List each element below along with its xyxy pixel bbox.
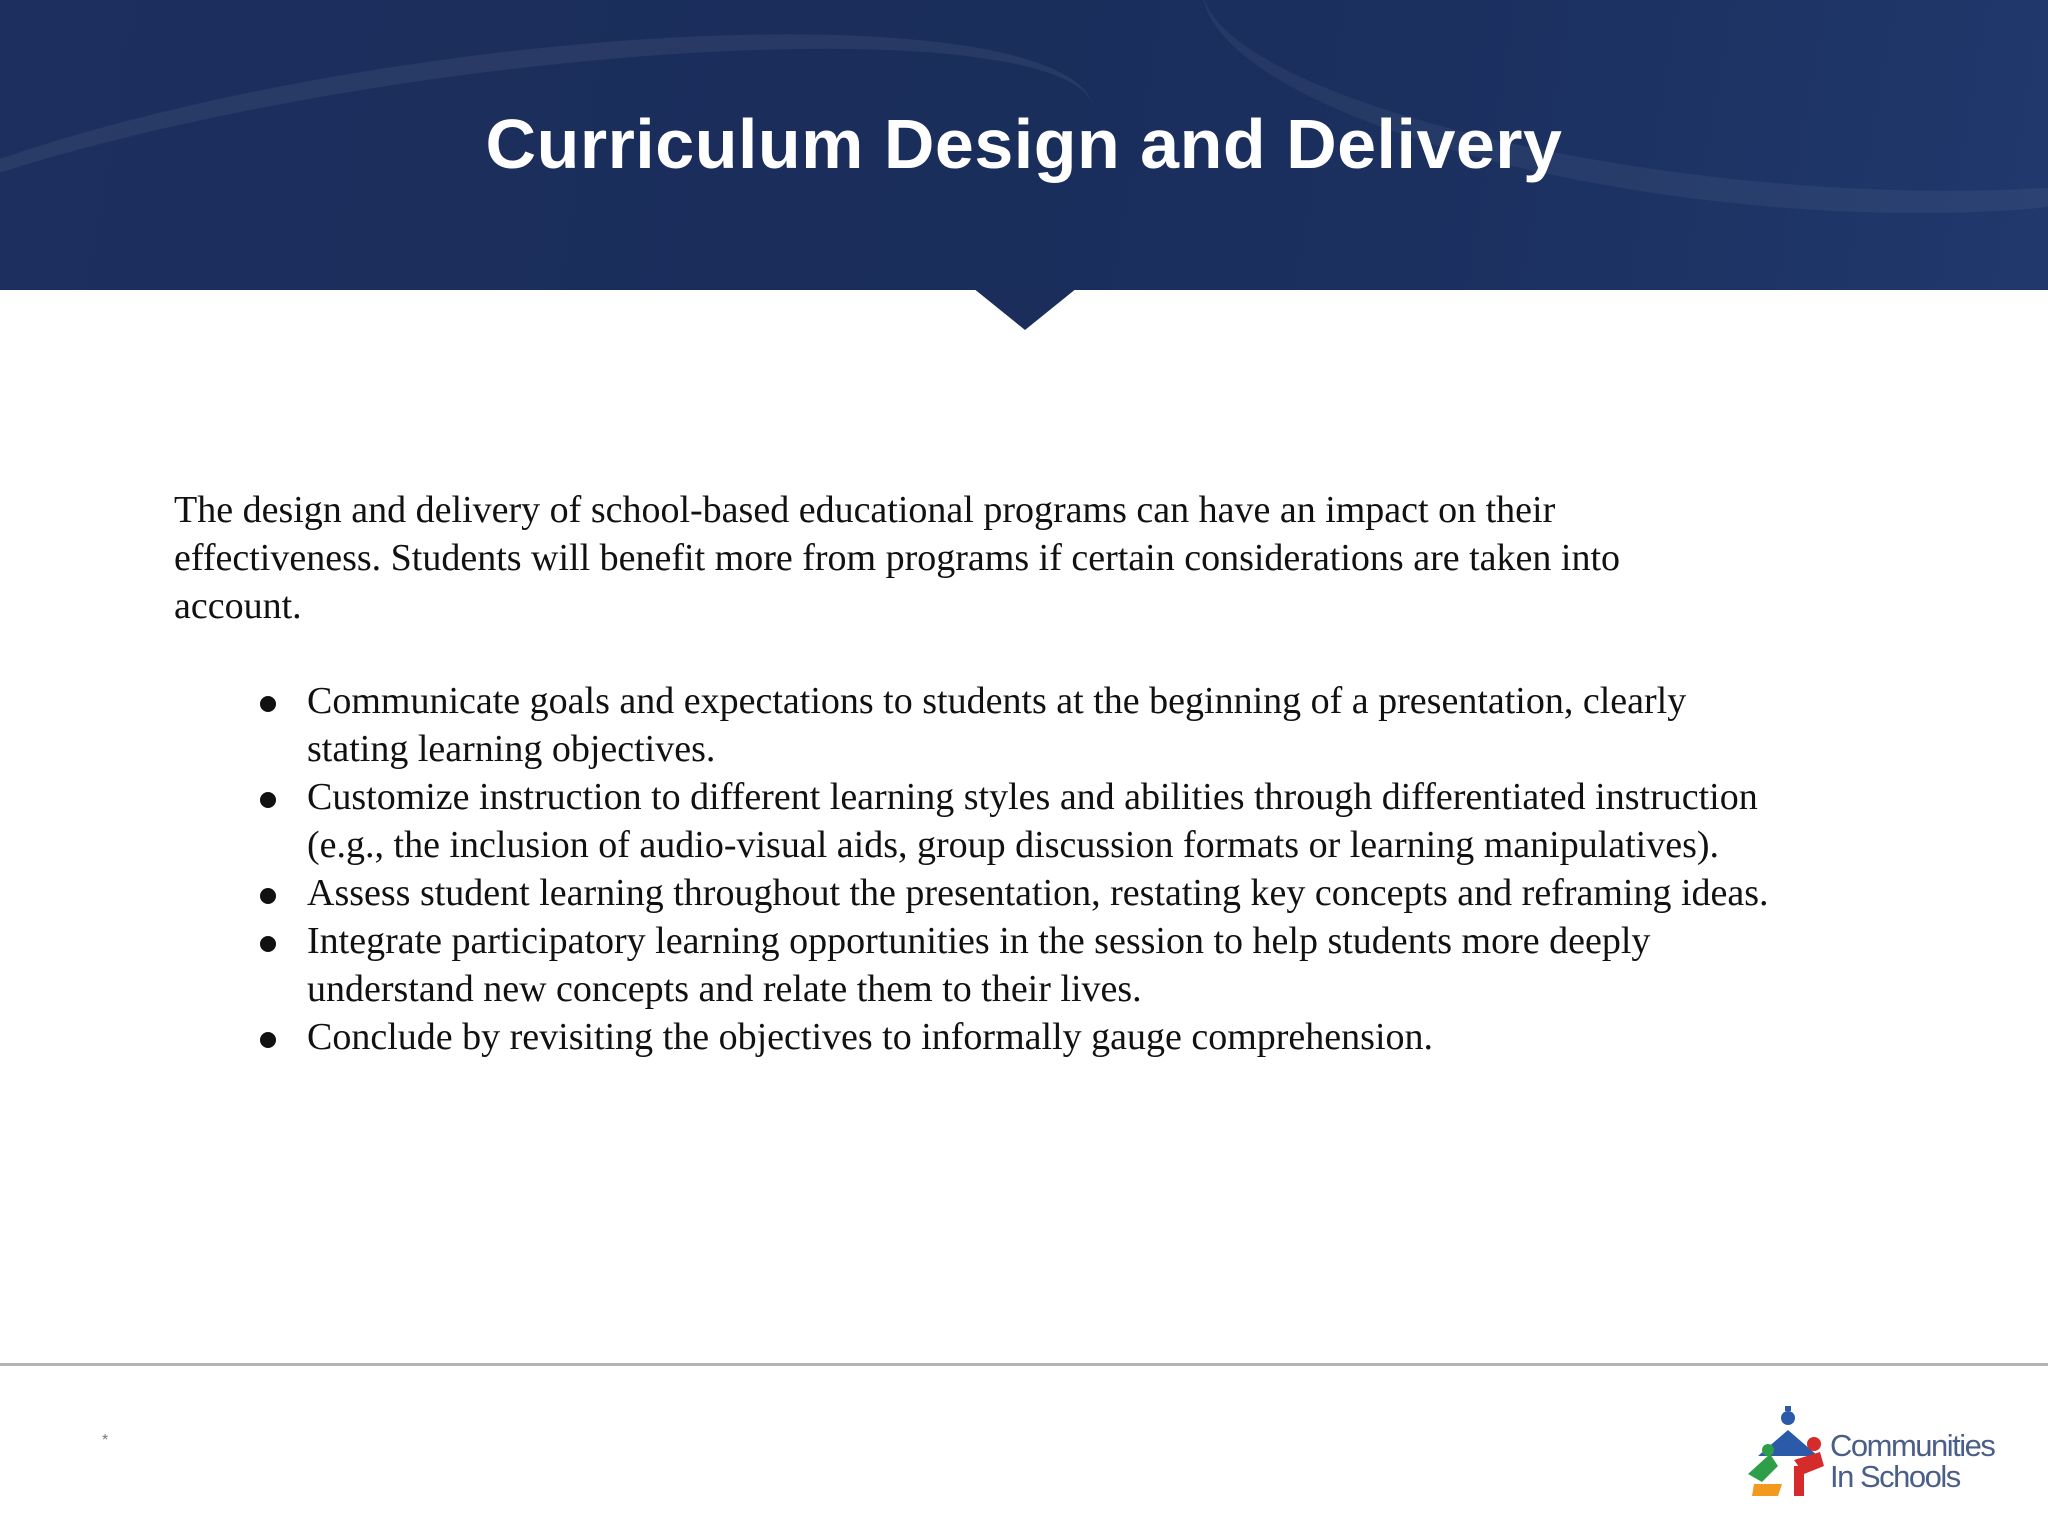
logo-line-1: Communities bbox=[1830, 1428, 1995, 1463]
bullet-text: Integrate participatory learning opportunities in the session to help students more deeply understand new concepts and relate them to their lives. bbox=[307, 920, 1651, 1010]
logo-line-2: In Schools bbox=[1830, 1459, 1960, 1494]
bullet-icon bbox=[260, 1032, 276, 1048]
communities-in-schools-logo bbox=[1748, 1404, 2018, 1506]
footer-divider bbox=[0, 1363, 2048, 1366]
list-item bbox=[234, 869, 1774, 917]
header-pointer bbox=[973, 288, 1077, 330]
logo-green-head bbox=[1762, 1444, 1774, 1456]
logo-red-head bbox=[1807, 1437, 1821, 1451]
logo-head bbox=[1781, 1411, 1795, 1425]
bullet-icon bbox=[260, 888, 276, 904]
bullet-icon bbox=[260, 696, 276, 712]
slide-number-mark: * bbox=[102, 1432, 109, 1449]
bullet-text: Assess student learning throughout the presentation, restating key concepts and reframing ideas. bbox=[307, 872, 1769, 914]
list-item bbox=[234, 917, 1774, 1013]
slide-title: Curriculum Design and Delivery bbox=[485, 105, 1563, 183]
logo-hat bbox=[1785, 1406, 1791, 1411]
bullet-text: Conclude by revisiting the objectives to informally gauge comprehension. bbox=[307, 1016, 1434, 1058]
logo-orange-shape bbox=[1752, 1484, 1782, 1496]
bullet-icon bbox=[260, 936, 276, 952]
logo-green-shape bbox=[1748, 1454, 1778, 1482]
list-item bbox=[234, 1013, 1774, 1061]
list-item bbox=[234, 773, 1774, 869]
bullet-icon bbox=[260, 792, 276, 808]
list-item bbox=[234, 677, 1774, 773]
logo-red-body bbox=[1794, 1466, 1804, 1496]
intro-paragraph: The design and delivery of school-based educational programs can have an impact on their effectiveness. Students will benefit more from programs if certain considerations are taken into account. bbox=[174, 489, 1621, 627]
logo-icon bbox=[1748, 1404, 1828, 1506]
bullet-text: Communicate goals and expectations to students at the beginning of a presentation, clearly stating learning objectives. bbox=[307, 680, 1687, 770]
bullet-text: Customize instruction to different learning styles and abilities through differentiated instruction (e.g., the inclusion of audio-visual aids, group discussion formats or learning manipulatives). bbox=[307, 776, 1758, 866]
header-banner bbox=[0, 0, 2048, 290]
bullet-list bbox=[234, 677, 1774, 1061]
logo-text bbox=[1830, 1430, 1994, 1492]
